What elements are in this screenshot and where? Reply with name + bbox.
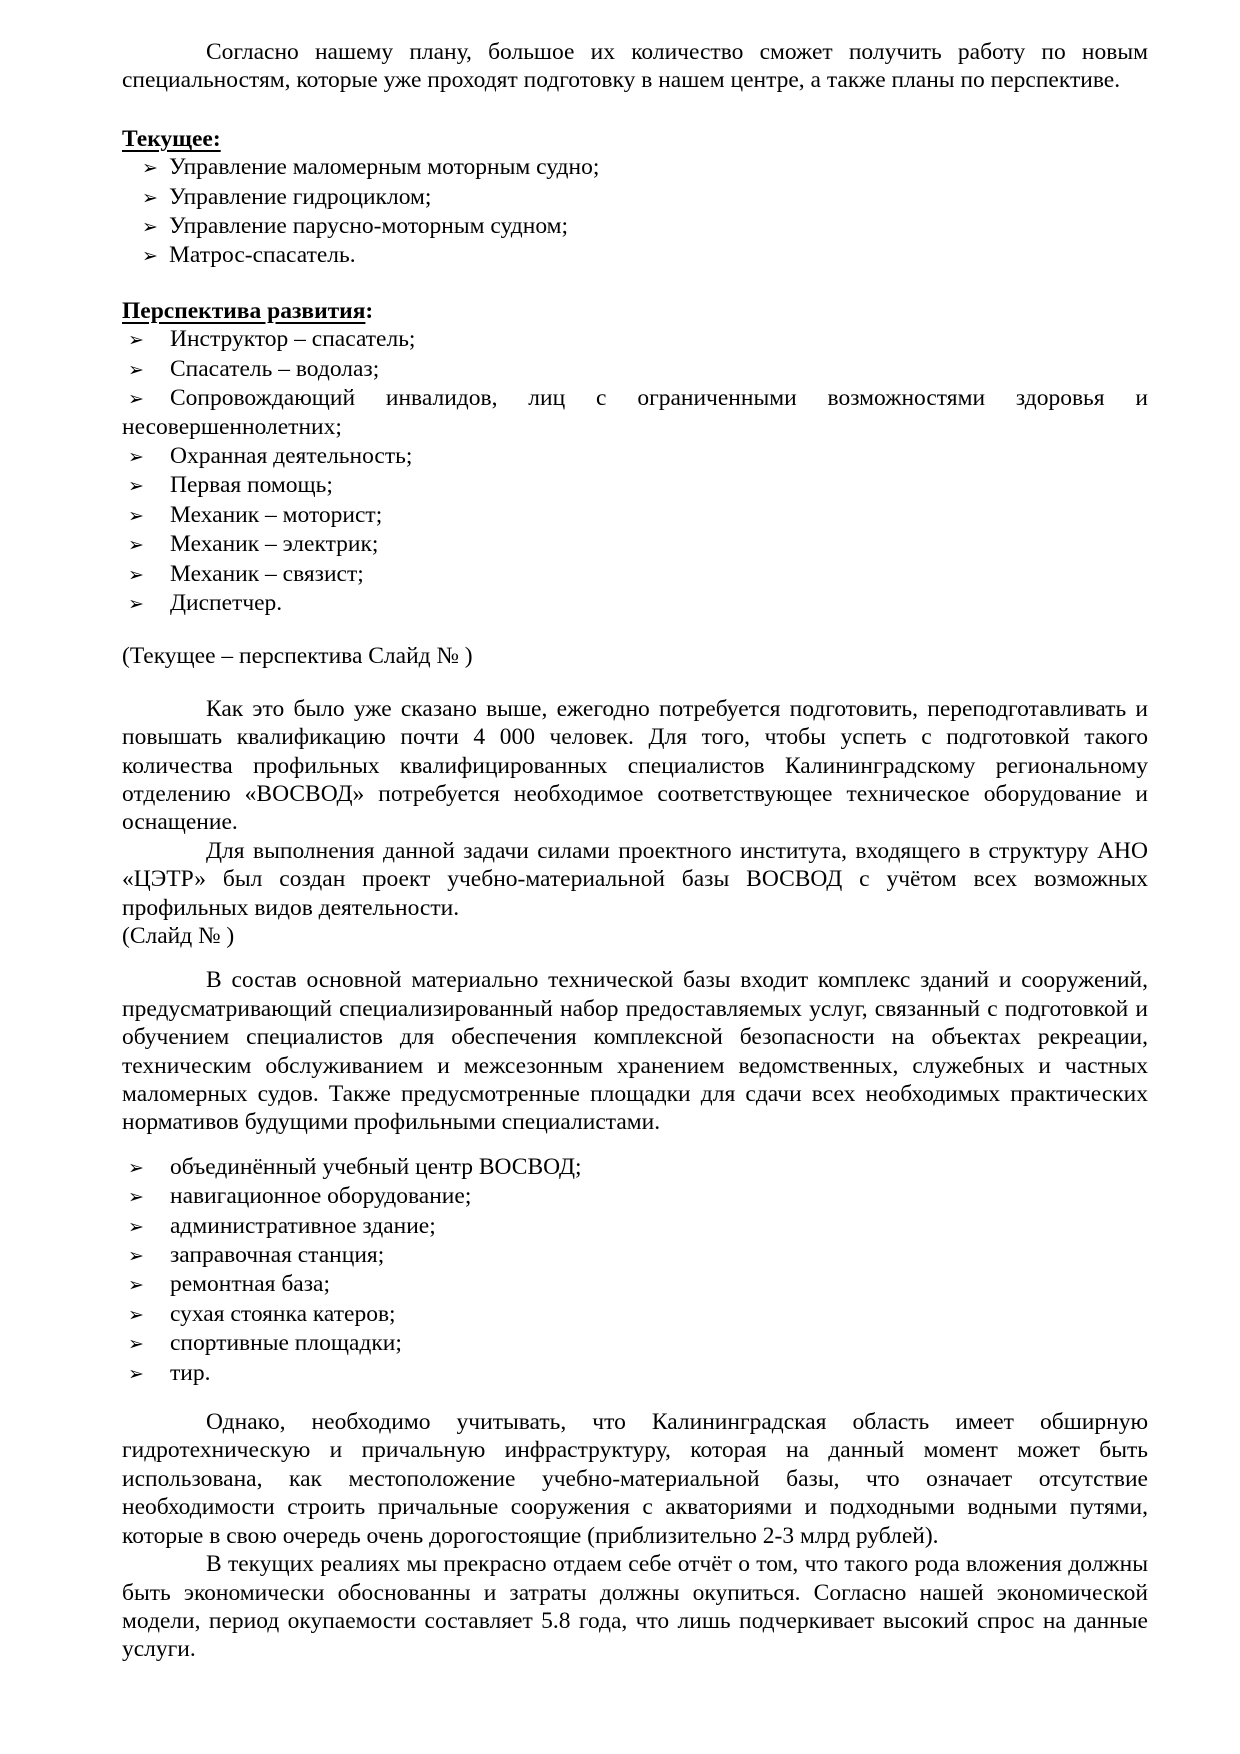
list-item	[122, 384, 1148, 442]
list-item-text: ремонтная база;	[170, 1271, 330, 1298]
perspective-heading	[122, 297, 1148, 325]
arrow-bullet-icon: ➢	[128, 1156, 144, 1179]
list-item-text: Первая помощь;	[170, 472, 333, 499]
arrow-bullet-icon: ➢	[128, 388, 144, 411]
perspective-list	[122, 325, 1148, 618]
list-item-text: Матрос-спасатель.	[169, 242, 356, 269]
training-paragraph: Как это было уже сказано выше, ежегодно потребуется подготовить, переподготавливать и повышать квалификацию почти 4 000 человек. Для того, чтобы успеть с подготовкой такого количества профильных квалифицированных специалистов Калининградскому региональному отделению «ВОСВОД» потребуется необходимое соответствующее техническое оборудование и оснащение.	[122, 695, 1148, 836]
list-item-text: Механик – моторист;	[170, 501, 383, 528]
list-item	[122, 212, 1148, 241]
list-item-text: навигационное оборудование;	[170, 1183, 472, 1210]
arrow-bullet-icon: ➢	[128, 1215, 144, 1238]
list-item	[122, 589, 1148, 618]
arrow-bullet-icon: ➢	[142, 186, 158, 209]
arrow-bullet-icon: ➢	[142, 245, 158, 268]
arrow-bullet-icon: ➢	[128, 1186, 144, 1209]
list-item-text: спортивные площадки;	[170, 1330, 402, 1357]
arrow-bullet-icon: ➢	[128, 445, 144, 468]
arrow-bullet-icon: ➢	[142, 157, 158, 180]
project-paragraph: Для выполнения данной задачи силами проектного института, входящего в структуру АНО «ЦЭТР» был создан проект учебно-материальной базы ВОСВОД с учётом всех возможных профильных видов деятельности.	[122, 837, 1148, 921]
list-item	[122, 1359, 1148, 1388]
list-item	[122, 1212, 1148, 1241]
list-item-text: административное здание;	[170, 1212, 436, 1239]
facility-list	[122, 1153, 1148, 1388]
infrastructure-paragraph: Однако, необходимо учитывать, что Калининградская область имеет обширную гидротехническую и причальную инфраструктуру, которая на данный момент может быть использована, как местоположение учебно-материальной базы, что означает отсутствие необходимости строить причальные сооружения с акваториями и подходными водными путями, которые в свою очередь очень дорогостоящие (приблизительно 2-3 млрд рублей).	[122, 1409, 1148, 1549]
arrow-bullet-icon: ➢	[128, 592, 144, 615]
arrow-bullet-icon: ➢	[128, 563, 144, 586]
list-item-text: объединённый учебный центр ВОСВОД;	[170, 1153, 582, 1180]
list-item-text: Инструктор – спасатель;	[170, 326, 416, 353]
slide-note: (Слайд № )	[122, 922, 235, 949]
list-item	[122, 471, 1148, 500]
list-item	[122, 1270, 1148, 1299]
list-item	[122, 1153, 1148, 1182]
current-heading	[122, 125, 1148, 153]
list-item-text: Спасатель – водолаз;	[170, 355, 380, 382]
list-item	[122, 560, 1148, 589]
list-item-text: Управление гидроциклом;	[169, 183, 432, 210]
list-item-text: сухая стоянка катеров;	[170, 1300, 396, 1327]
list-item	[122, 1329, 1148, 1358]
list-item	[122, 501, 1148, 530]
arrow-bullet-icon: ➢	[128, 1333, 144, 1356]
list-item-text: Механик – связист;	[170, 560, 364, 587]
arrow-bullet-icon: ➢	[128, 329, 144, 352]
list-item	[122, 325, 1148, 354]
arrow-bullet-icon: ➢	[128, 1362, 144, 1385]
list-item	[122, 530, 1148, 559]
list-item	[122, 183, 1148, 212]
list-item	[122, 1300, 1148, 1329]
arrow-bullet-icon: ➢	[128, 475, 144, 498]
list-item	[122, 241, 1148, 270]
list-item-text: Управление маломерным моторным судно;	[169, 154, 600, 181]
arrow-bullet-icon: ➢	[128, 1245, 144, 1268]
list-item	[122, 1182, 1148, 1211]
list-item-text: Сопровождающий инвалидов, лиц с ограниченными возможностями здоровья и несовершеннолетних;	[122, 385, 1148, 441]
current-heading-text: Текущее:	[122, 125, 221, 152]
perspective-heading-text: Перспектива развития	[122, 297, 366, 324]
perspective-heading-colon: :	[365, 297, 374, 324]
list-item-text: Управление парусно-моторным судном;	[169, 213, 569, 240]
arrow-bullet-icon: ➢	[128, 534, 144, 557]
material-base-paragraph: В состав основной материально технической базы входит комплекс зданий и сооружений, предусматривающий специализированный набор предоставляемых услуг, связанный с подготовкой и обучением специалистов для обеспечения комплексной безопасности на объектах рекреации, техническим обслуживанием и межсезонным хранением ведомственных, служебных и частных маломерных судов. Также предусмотренные площадки для сдачи всех необходимых практических нормативов будущими профильными специалистами.	[122, 967, 1148, 1136]
list-item-text: тир.	[170, 1359, 211, 1386]
list-item	[122, 442, 1148, 471]
arrow-bullet-icon: ➢	[128, 358, 144, 381]
arrow-bullet-icon: ➢	[142, 216, 158, 239]
list-item	[122, 1241, 1148, 1270]
list-item-text: Охранная деятельность;	[170, 442, 413, 469]
arrow-bullet-icon: ➢	[128, 1274, 144, 1297]
arrow-bullet-icon: ➢	[128, 1303, 144, 1326]
intro-paragraph: Согласно нашему плану, большое их количество сможет получить работу по новым специальностям, которые уже проходят подготовку в нашем центре, а также планы по перспективе.	[122, 39, 1148, 94]
payback-paragraph: В текущих реалиях мы прекрасно отдаем себе отчёт о том, что такого рода вложения должны быть экономически обоснованны и затраты должны окупиться. Согласно нашей экономической модели, период окупаемости составляет 5.8 года, что лишь подчеркивает высокий спрос на данные услуги.	[122, 1551, 1148, 1663]
list-item	[122, 355, 1148, 384]
list-item-text: Диспетчер.	[170, 589, 283, 616]
list-item-text: заправочная станция;	[170, 1242, 385, 1269]
slide-note-current-perspective: (Текущее – перспектива Слайд № )	[122, 643, 473, 670]
list-item	[122, 153, 1148, 182]
list-item-text: Механик – электрик;	[170, 531, 379, 558]
arrow-bullet-icon: ➢	[128, 504, 144, 527]
current-list	[122, 153, 1148, 271]
